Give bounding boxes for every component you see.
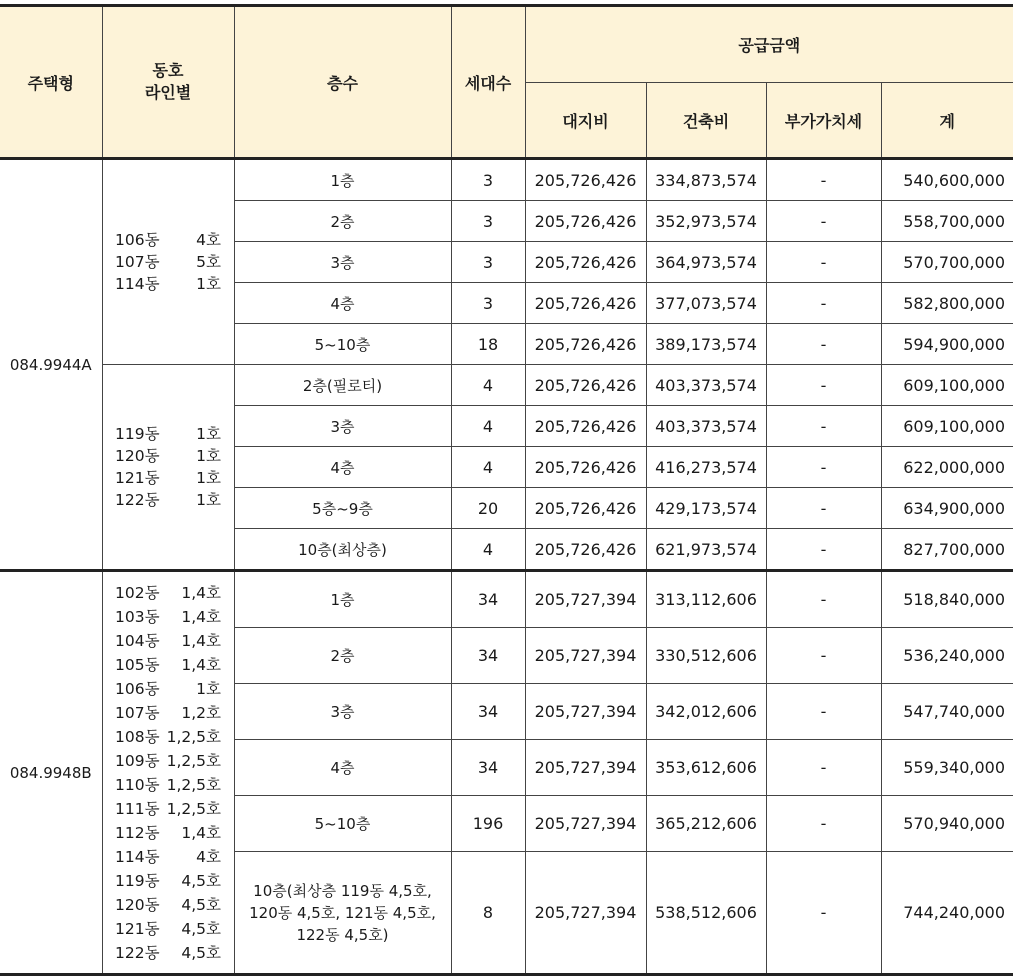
header-dongho-text: 동호 라인별	[144, 61, 192, 102]
land-cost-cell: 205,727,394	[525, 740, 646, 796]
header-building: 건축비	[646, 83, 766, 159]
units-cell: 4	[451, 447, 525, 488]
land-cost-cell: 205,726,426	[525, 529, 646, 571]
header-supply-price: 공급금액	[525, 6, 1013, 83]
vat-cell: -	[766, 796, 881, 852]
ho-line: 1호	[196, 491, 221, 509]
ho-line: 4,5호	[181, 943, 221, 962]
total-price-cell: 609,100,000	[881, 365, 1013, 406]
total-price-cell: 518,840,000	[881, 571, 1013, 628]
total-price-cell: 540,600,000	[881, 159, 1013, 201]
ho-line: 1호	[196, 447, 221, 465]
header-dongho	[102, 6, 234, 159]
vat-cell: -	[766, 740, 881, 796]
ho-line: 5호	[196, 253, 221, 271]
floor-cell: 2층	[234, 201, 451, 242]
table-row	[0, 365, 1013, 406]
total-price-cell: 570,940,000	[881, 796, 1013, 852]
total-price-cell: 558,700,000	[881, 201, 1013, 242]
dong-line-item	[115, 749, 221, 773]
housing-type-cell: 084.9944A	[0, 159, 102, 571]
vat-cell: -	[766, 529, 881, 571]
floor-cell: 2층(필로티)	[234, 365, 451, 406]
units-cell: 4	[451, 406, 525, 447]
units-cell: 3	[451, 283, 525, 324]
ho-line: 1,2,5호	[166, 799, 221, 818]
dong-number: 104동	[115, 631, 160, 650]
dong-number: 114동	[115, 275, 160, 293]
dong-number: 107동	[115, 253, 160, 271]
dong-line-cell	[102, 159, 234, 365]
vat-cell: -	[766, 447, 881, 488]
ho-line: 1,2호	[181, 703, 221, 722]
ho-line: 4,5호	[181, 919, 221, 938]
dong-line-item	[115, 229, 221, 251]
units-cell: 4	[451, 529, 525, 571]
dong-line-item	[115, 845, 221, 869]
building-cost-cell: 330,512,606	[646, 628, 766, 684]
floor-text-line: 120동 4,5호, 121동 4,5호,	[249, 903, 436, 922]
header-units: 세대수	[451, 6, 525, 159]
dong-line-item	[115, 273, 221, 295]
units-cell: 3	[451, 159, 525, 201]
dong-line-item	[115, 629, 221, 653]
dong-line-item	[115, 445, 221, 467]
units-cell: 8	[451, 852, 525, 975]
land-cost-cell: 205,726,426	[525, 324, 646, 365]
header-floor: 층수	[234, 6, 451, 159]
dong-line-item	[115, 941, 221, 965]
land-cost-cell: 205,726,426	[525, 488, 646, 529]
land-cost-cell: 205,727,394	[525, 684, 646, 740]
floor-cell: 5층~9층	[234, 488, 451, 529]
dong-number: 121동	[115, 469, 160, 487]
building-cost-cell: 403,373,574	[646, 406, 766, 447]
dong-line-item	[115, 605, 221, 629]
dong-number: 122동	[115, 943, 160, 962]
dong-line-item	[115, 701, 221, 725]
dong-line-item	[115, 581, 221, 605]
dong-number: 114동	[115, 847, 160, 866]
dong-number: 108동	[115, 727, 160, 746]
land-cost-cell: 205,726,426	[525, 406, 646, 447]
building-cost-cell: 334,873,574	[646, 159, 766, 201]
building-cost-cell: 538,512,606	[646, 852, 766, 975]
ho-line: 1,4호	[181, 631, 221, 650]
dong-number: 109동	[115, 751, 160, 770]
land-cost-cell: 205,727,394	[525, 628, 646, 684]
supply-price-table	[0, 4, 1013, 976]
vat-cell: -	[766, 324, 881, 365]
floor-cell: 4층	[234, 283, 451, 324]
land-cost-cell: 205,726,426	[525, 447, 646, 488]
floor-text-line: 10층(최상층 119동 4,5호,	[253, 881, 432, 900]
floor-cell: 3층	[234, 684, 451, 740]
land-cost-cell: 205,727,394	[525, 852, 646, 975]
units-cell: 34	[451, 684, 525, 740]
floor-cell: 5~10층	[234, 796, 451, 852]
total-price-cell: 609,100,000	[881, 406, 1013, 447]
ho-line: 4,5호	[181, 871, 221, 890]
units-cell: 34	[451, 571, 525, 628]
units-cell: 34	[451, 628, 525, 684]
dong-number: 110동	[115, 775, 160, 794]
dong-line-list	[115, 423, 221, 511]
dong-number: 119동	[115, 425, 160, 443]
vat-cell: -	[766, 684, 881, 740]
building-cost-cell: 621,973,574	[646, 529, 766, 571]
dong-number: 102동	[115, 583, 160, 602]
dong-number: 121동	[115, 919, 160, 938]
dong-line-item	[115, 917, 221, 941]
building-cost-cell: 313,112,606	[646, 571, 766, 628]
building-cost-cell: 377,073,574	[646, 283, 766, 324]
floor-cell: 1층	[234, 571, 451, 628]
dong-line-item	[115, 467, 221, 489]
units-cell: 34	[451, 740, 525, 796]
dong-line-item	[115, 677, 221, 701]
group-a-body	[0, 159, 1013, 571]
ho-line: 1,2,5호	[166, 775, 221, 794]
dong-line-item	[115, 423, 221, 445]
dong-line-cell	[102, 365, 234, 571]
group-b-body	[0, 571, 1013, 975]
total-price-cell: 744,240,000	[881, 852, 1013, 975]
dong-number: 120동	[115, 447, 160, 465]
total-price-cell: 827,700,000	[881, 529, 1013, 571]
housing-type-cell: 084.9948B	[0, 571, 102, 975]
dong-number: 105동	[115, 655, 160, 674]
dong-number: 111동	[115, 799, 160, 818]
ho-line: 4,5호	[181, 895, 221, 914]
dong-number: 119동	[115, 871, 160, 890]
total-price-cell: 547,740,000	[881, 684, 1013, 740]
dong-line-cell	[102, 571, 234, 975]
floor-cell: 5~10층	[234, 324, 451, 365]
land-cost-cell: 205,727,394	[525, 571, 646, 628]
land-cost-cell: 205,726,426	[525, 242, 646, 283]
floor-cell: 1층	[234, 159, 451, 201]
total-price-cell: 622,000,000	[881, 447, 1013, 488]
building-cost-cell: 416,273,574	[646, 447, 766, 488]
dong-line-list	[115, 229, 221, 295]
dong-line-item	[115, 725, 221, 749]
vat-cell: -	[766, 406, 881, 447]
units-cell: 18	[451, 324, 525, 365]
table-row	[0, 159, 1013, 201]
vat-cell: -	[766, 488, 881, 529]
ho-line: 1,4호	[181, 607, 221, 626]
vat-cell: -	[766, 283, 881, 324]
units-cell: 3	[451, 242, 525, 283]
dong-number: 107동	[115, 703, 160, 722]
dong-line-list	[115, 581, 221, 965]
ho-line: 4호	[196, 847, 221, 866]
dong-line-item	[115, 869, 221, 893]
dong-number: 112동	[115, 823, 160, 842]
ho-line: 1호	[196, 275, 221, 293]
floor-cell: 10층(최상층)	[234, 529, 451, 571]
floor-cell: 4층	[234, 740, 451, 796]
dong-number: 106동	[115, 231, 160, 249]
building-cost-cell: 429,173,574	[646, 488, 766, 529]
dong-number: 103동	[115, 607, 160, 626]
land-cost-cell: 205,726,426	[525, 283, 646, 324]
building-cost-cell: 389,173,574	[646, 324, 766, 365]
header-type: 주택형	[0, 6, 102, 159]
dong-line-item	[115, 653, 221, 677]
total-price-cell: 559,340,000	[881, 740, 1013, 796]
total-price-cell: 582,800,000	[881, 283, 1013, 324]
land-cost-cell: 205,726,426	[525, 201, 646, 242]
floor-cell: 4층	[234, 447, 451, 488]
ho-line: 1호	[196, 679, 221, 698]
dong-line-item	[115, 773, 221, 797]
vat-cell: -	[766, 571, 881, 628]
floor-cell: 3층	[234, 242, 451, 283]
dong-line-item	[115, 797, 221, 821]
ho-line: 1호	[196, 425, 221, 443]
land-cost-cell: 205,726,426	[525, 159, 646, 201]
building-cost-cell: 365,212,606	[646, 796, 766, 852]
dong-line-item	[115, 893, 221, 917]
building-cost-cell: 364,973,574	[646, 242, 766, 283]
floor-cell	[234, 852, 451, 975]
units-cell: 20	[451, 488, 525, 529]
ho-line: 1,4호	[181, 823, 221, 842]
building-cost-cell: 353,612,606	[646, 740, 766, 796]
dong-number: 122동	[115, 491, 160, 509]
units-cell: 196	[451, 796, 525, 852]
total-price-cell: 570,700,000	[881, 242, 1013, 283]
ho-line: 1호	[196, 469, 221, 487]
total-price-cell: 594,900,000	[881, 324, 1013, 365]
vat-cell: -	[766, 852, 881, 975]
dong-line-item	[115, 489, 221, 511]
table-row	[0, 571, 1013, 628]
dong-number: 120동	[115, 895, 160, 914]
building-cost-cell: 342,012,606	[646, 684, 766, 740]
header-vat: 부가가치세	[766, 83, 881, 159]
ho-line: 1,4호	[181, 655, 221, 674]
ho-line: 1,4호	[181, 583, 221, 602]
dong-line-item	[115, 821, 221, 845]
dong-line-item	[115, 251, 221, 273]
floor-cell: 2층	[234, 628, 451, 684]
building-cost-cell: 352,973,574	[646, 201, 766, 242]
header-total: 계	[881, 83, 1013, 159]
total-price-cell: 536,240,000	[881, 628, 1013, 684]
vat-cell: -	[766, 201, 881, 242]
total-price-cell: 634,900,000	[881, 488, 1013, 529]
ho-line: 4호	[196, 231, 221, 249]
vat-cell: -	[766, 159, 881, 201]
land-cost-cell: 205,726,426	[525, 365, 646, 406]
floor-cell: 3층	[234, 406, 451, 447]
ho-line: 1,2,5호	[166, 727, 221, 746]
units-cell: 4	[451, 365, 525, 406]
header-land: 대지비	[525, 83, 646, 159]
vat-cell: -	[766, 242, 881, 283]
ho-line: 1,2,5호	[166, 751, 221, 770]
vat-cell: -	[766, 365, 881, 406]
land-cost-cell: 205,727,394	[525, 796, 646, 852]
units-cell: 3	[451, 201, 525, 242]
dong-number: 106동	[115, 679, 160, 698]
vat-cell: -	[766, 628, 881, 684]
floor-text-line: 122동 4,5호)	[296, 925, 389, 944]
building-cost-cell: 403,373,574	[646, 365, 766, 406]
